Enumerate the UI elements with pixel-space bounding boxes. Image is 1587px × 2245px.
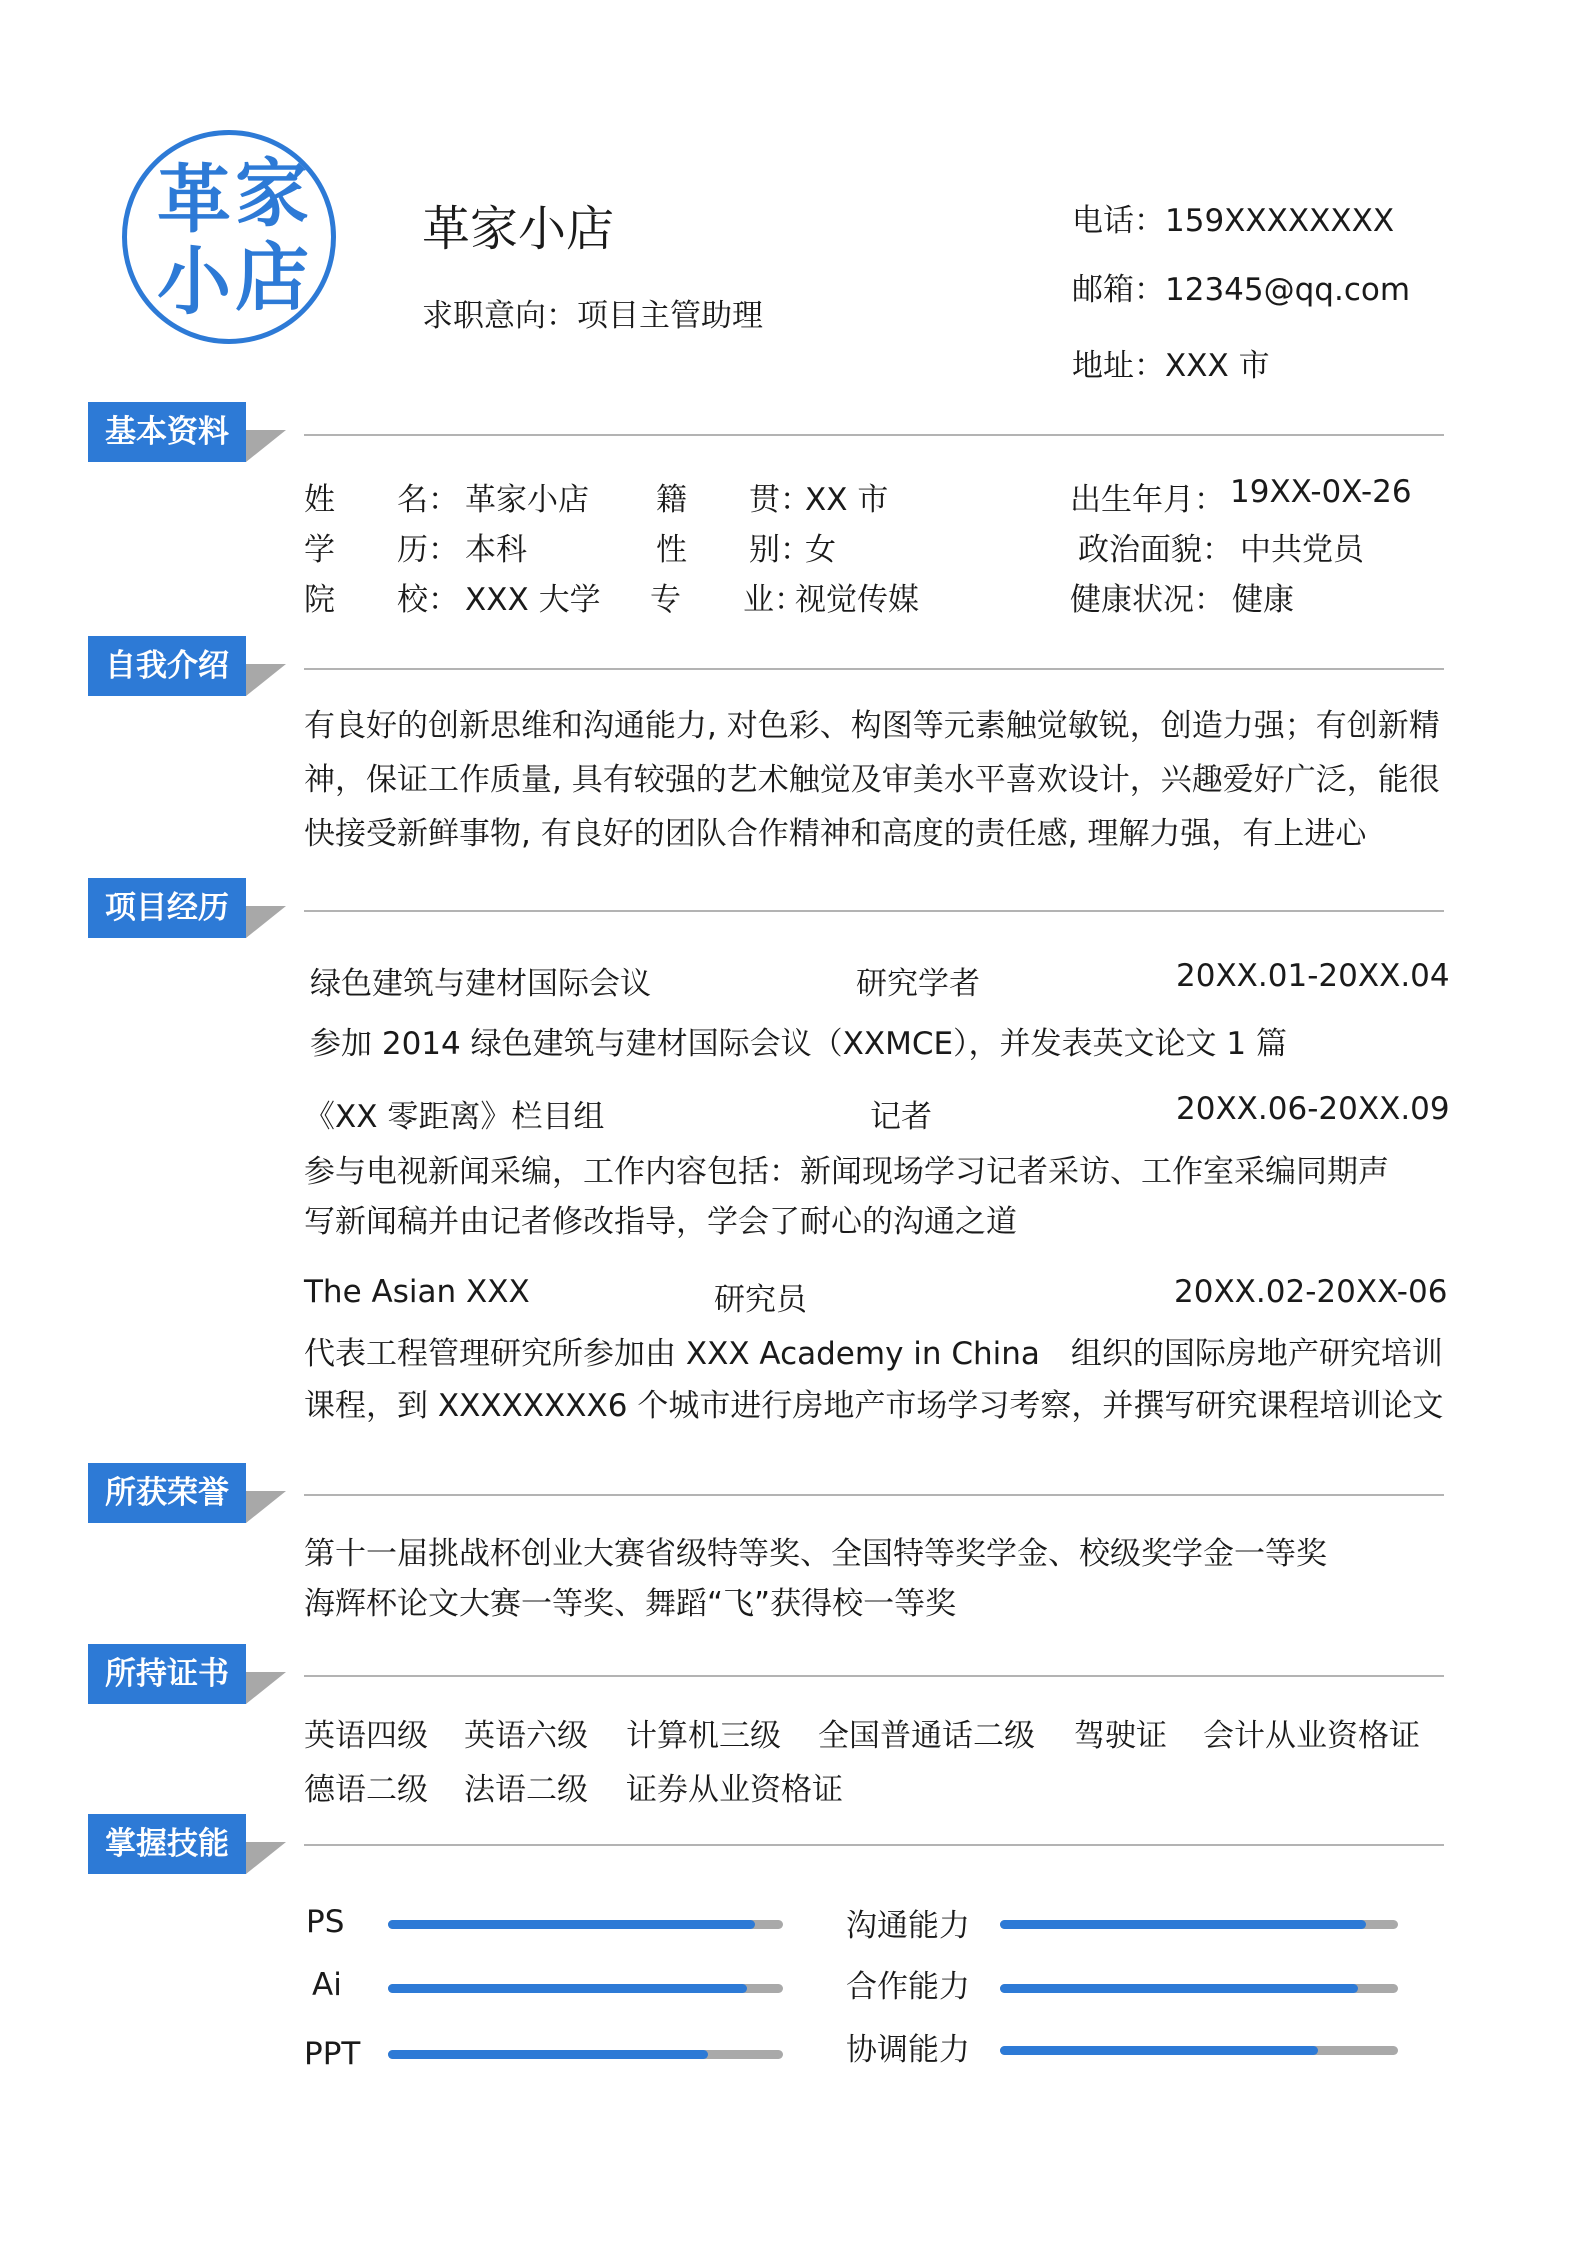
project-role: 研究学者 xyxy=(856,966,980,1002)
skill-bar-fill xyxy=(1000,1920,1366,1929)
section-title-honors: 所获荣誉 xyxy=(88,1463,246,1523)
skill-bar xyxy=(1000,1984,1398,1993)
basic-label: 政治面貌： xyxy=(1078,532,1233,568)
cert-item: 全国普通话二级 xyxy=(818,1718,1035,1754)
intro-line: 有良好的创新思维和沟通能力, 对色彩、构图等元素触觉敏锐，创造力强；有创新精 xyxy=(304,708,1440,744)
logo-seal xyxy=(122,130,336,344)
basic-value: 革家小店 xyxy=(465,482,589,518)
skill-name: PS xyxy=(306,1904,345,1940)
section-fold xyxy=(246,906,286,938)
skill-bar-fill xyxy=(388,1984,747,1993)
logo-char: 革 xyxy=(157,157,231,243)
applicant-name: 革家小店 xyxy=(422,201,615,257)
project-desc: 参加 2014 绿色建筑与建材国际会议（XXMCE），并发表英文论文 1 篇 xyxy=(310,1026,1287,1062)
section-title-certs: 所持证书 xyxy=(88,1644,246,1704)
basic-value: 中共党员 xyxy=(1240,532,1364,568)
section-fold xyxy=(246,430,286,462)
skill-bar-fill xyxy=(388,2050,708,2059)
project-desc: 代表工程管理研究所参加由 XXX Academy in China 组织的国际房地产研究培训 xyxy=(304,1336,1443,1372)
basic-label: 性 别： xyxy=(656,532,811,568)
cert-item: 驾驶证 xyxy=(1074,1718,1167,1754)
intro-line: 快接受新鲜事物, 有良好的团队合作精神和高度的责任感, 理解力强，有上进心 xyxy=(304,816,1367,852)
project-desc: 写新闻稿并由记者修改指导，学会了耐心的沟通之道 xyxy=(304,1204,1017,1240)
section-title-intro: 自我介绍 xyxy=(88,636,246,696)
logo-char: 家 xyxy=(235,151,309,237)
basic-label: 姓 名： xyxy=(304,482,459,518)
skill-bar-fill xyxy=(1000,1984,1358,1993)
cert-item: 法语二级 xyxy=(464,1772,588,1808)
cert-item: 会计从业资格证 xyxy=(1203,1718,1420,1754)
basic-value: XX 市 xyxy=(805,482,889,518)
section-divider xyxy=(304,1494,1444,1496)
job-intent: 求职意向：项目主管助理 xyxy=(422,298,763,334)
cert-item: 英语六级 xyxy=(464,1718,588,1754)
section-divider xyxy=(304,1675,1444,1677)
section-title-basic: 基本资料 xyxy=(88,402,246,462)
section-fold xyxy=(246,664,286,696)
basic-value: 女 xyxy=(805,532,836,568)
skill-bar-fill xyxy=(1000,2046,1318,2055)
basic-value: 健康 xyxy=(1232,582,1294,618)
skill-name: 协调能力 xyxy=(846,2032,970,2068)
skill-bar xyxy=(1000,1920,1398,1929)
section-title-projects: 项目经历 xyxy=(88,878,246,938)
project-title: The Asian XXX xyxy=(304,1274,530,1310)
project-role: 记者 xyxy=(870,1099,932,1135)
basic-label: 出生年月： xyxy=(1070,482,1225,518)
project-desc: 课程，到 XXXXXXXX6 个城市进行房地产市场学习考察，并撰写研究课程培训论文 xyxy=(304,1388,1444,1424)
basic-label: 健康状况： xyxy=(1070,582,1225,618)
skill-name: Ai xyxy=(312,1967,342,2003)
section-fold xyxy=(246,1672,286,1704)
cert-item: 德语二级 xyxy=(304,1772,428,1808)
basic-value: XXX 大学 xyxy=(465,582,601,618)
skill-name: 沟通能力 xyxy=(846,1908,970,1944)
skill-bar xyxy=(388,1920,783,1929)
honor-line: 海辉杯论文大赛一等奖、舞蹈“飞”获得校一等奖 xyxy=(304,1586,957,1622)
section-divider xyxy=(304,434,1444,436)
basic-label: 学 历： xyxy=(304,532,459,568)
cert-item: 证券从业资格证 xyxy=(626,1772,843,1808)
skill-name: PPT xyxy=(304,2036,361,2072)
section-divider xyxy=(304,910,1444,912)
project-title: 绿色建筑与建材国际会议 xyxy=(310,966,651,1002)
section-title-skills: 掌握技能 xyxy=(88,1814,246,1874)
basic-label: 籍 贯： xyxy=(656,482,811,518)
logo-char: 小 xyxy=(157,239,231,325)
basic-value: 本科 xyxy=(465,532,527,568)
project-period: 20XX.02-20XX-06 xyxy=(1174,1274,1448,1310)
project-title: 《XX 零距离》栏目组 xyxy=(304,1099,605,1135)
logo-char: 店 xyxy=(235,235,309,321)
skill-name: 合作能力 xyxy=(846,1969,970,2005)
skill-bar-fill xyxy=(388,1920,755,1929)
honor-line: 第十一届挑战杯创业大赛省级特等奖、全国特等奖学金、校级奖学金一等奖 xyxy=(304,1536,1327,1572)
project-period: 20XX.06-20XX.09 xyxy=(1176,1091,1450,1127)
basic-value: 视觉传媒 xyxy=(795,582,919,618)
section-fold xyxy=(246,1842,286,1874)
skill-bar xyxy=(1000,2046,1398,2055)
project-desc: 参与电视新闻采编，工作内容包括：新闻现场学习记者采访、工作室采编同期声 xyxy=(304,1154,1389,1190)
basic-value: 19XX-0X-26 xyxy=(1230,474,1412,510)
skill-bar xyxy=(388,2050,783,2059)
contact-address: 地址：XXX 市 xyxy=(1072,348,1270,384)
cert-item: 计算机三级 xyxy=(626,1718,781,1754)
basic-label: 专 业： xyxy=(650,582,805,618)
section-fold xyxy=(246,1491,286,1523)
contact-email: 邮箱：12345@qq.com xyxy=(1072,272,1411,308)
contact-phone: 电话：159XXXXXXXX xyxy=(1072,203,1395,239)
intro-line: 神，保证工作质量, 具有较强的艺术触觉及审美水平喜欢设计，兴趣爱好广泛，能很 xyxy=(304,762,1440,798)
cert-item: 英语四级 xyxy=(304,1718,428,1754)
project-period: 20XX.01-20XX.04 xyxy=(1176,958,1450,994)
project-role: 研究员 xyxy=(714,1282,807,1318)
section-divider xyxy=(304,668,1444,670)
section-divider xyxy=(304,1844,1444,1846)
skill-bar xyxy=(388,1984,783,1993)
basic-label: 院 校： xyxy=(304,582,459,618)
